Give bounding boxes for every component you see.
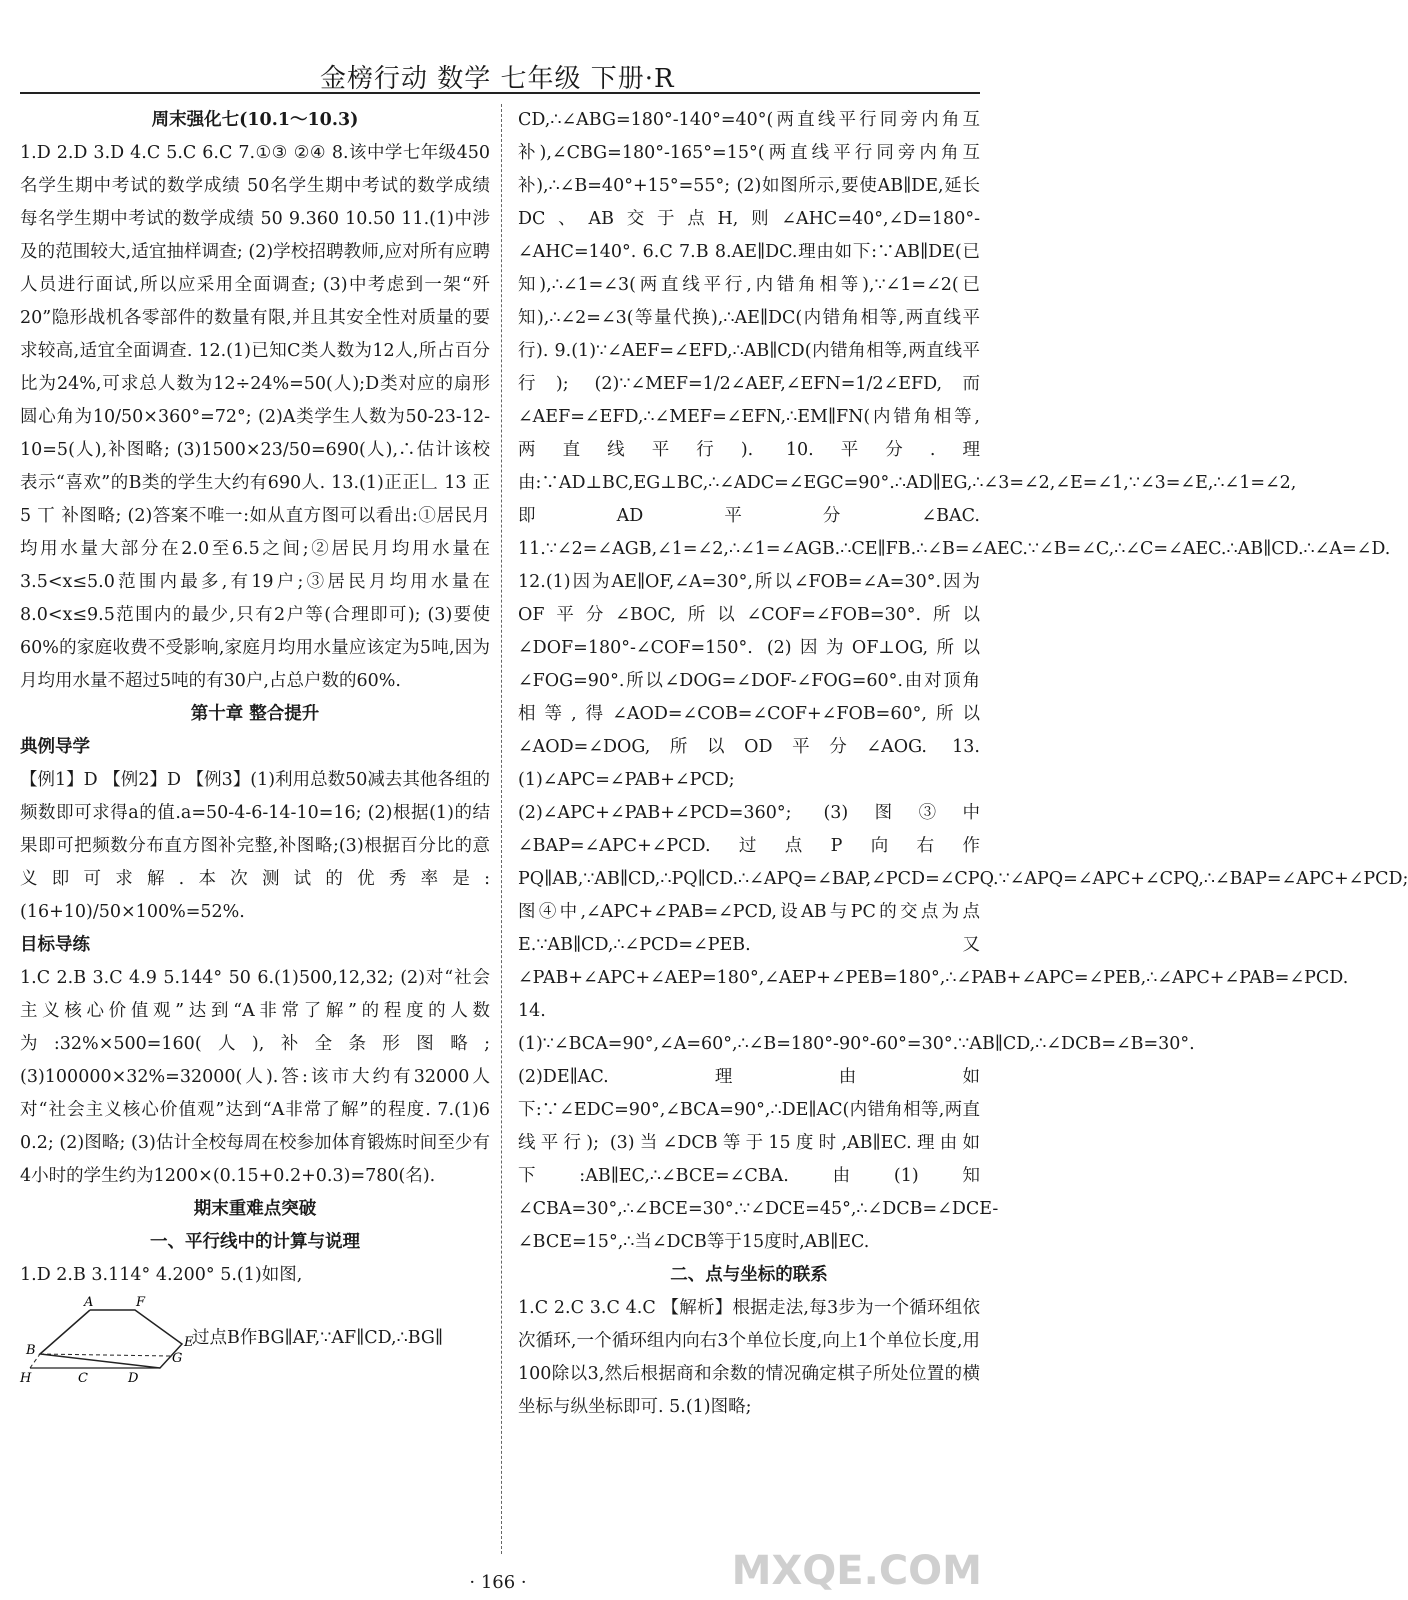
- answers-parallel-cont: 过点B作BG∥AF,∵AF∥CD,∴BG∥: [192, 1328, 443, 1348]
- point-label-e: E: [184, 1335, 194, 1350]
- geometry-figure: [20, 1292, 490, 1387]
- page-number: · 166 ·: [469, 1572, 527, 1593]
- header-rule: [20, 92, 980, 94]
- point-label-h: H: [20, 1371, 32, 1386]
- section-title-chapter10: 第十章 整合提升: [190, 704, 320, 724]
- section-title-coordinates: 二、点与坐标的联系: [670, 1265, 828, 1285]
- answers-parallel-start: 1.D 2.B 3.114° 4.200° 5.(1)如图,: [20, 1265, 303, 1285]
- header-title: 金榜行动 数学 七年级 下册·R: [320, 64, 675, 94]
- section-title-weekend: 周末强化七(10.1～10.3): [151, 110, 359, 130]
- left-column: [20, 104, 490, 1387]
- answers-right-2: 图④中,∠APC+∠PAB=∠PCD,设AB与PC的交点为点E.∵AB∥CD,∴∠PCD=∠PEB.又∠PAB+∠APC+∠AEP=180°,∠AEP+∠PEB=180°,∴∠PAB+∠APC=∠PEB,∴∠APC+∠PAB=∠PCD. 14.(1)∵∠BCA=90°,∠A=60°,∴∠B=180°-90°-60°=30°.∵AB∥CD,∴∠DCB=∠B=30°. (2)DE∥AC.理由如下:∵∠EDC=90°,∠BCA=90°,∴DE∥AC(内错角相等,两直线平行); (3)当∠DCB等于15度时,AB∥EC.理由如下:AB∥EC,∴∠BCE=∠CBA.由(1)知∠CBA=30°,∴∠BCE=30°.∵∠DCE=45°,∴∠DCB=∠DCE-∠BCE=15°,∴当∠DCB等于15度时,AB∥EC.: [518, 902, 1349, 1252]
- subsection-examples: 典例导学: [20, 737, 90, 757]
- column-divider: [501, 104, 502, 1554]
- point-label-f: F: [136, 1295, 146, 1310]
- answers-right-1: CD,∴∠ABG=180°-140°=40°(两直线平行同旁内角互补),∠CBG=180°-165°=15°(两直线平行同旁内角互补),∴∠B=40°+15°=55°; (2)如图所示,要使AB∥DE,延长DC、AB交于点H,则∠AHC=40°,∠D=180°-∠AHC=140°. 6.C 7.B 8.AE∥DC.理由如下:∵AB∥DE(已知),∴∠1=∠3(两直线平行,内错角相等),∵∠1=∠2(已知),∴∠2=∠3(等量代换),∴AE∥DC(内错角相等,两直线平行). 9.(1)∵∠AEF=∠EFD,∴AB∥CD(内错角相等,两直线平行); (2)∵∠MEF=1/2∠AEF,∠EFN=1/2∠EFD,而∠AEF=∠EFD,∴∠MEF=∠EFN,∴EM∥FN(内错角相等,两直线平行). 10.平分.理由:∵AD⊥BC,EG⊥BC,∴∠ADC=∠EGC=90°.∴AD∥EG,∴∠3=∠2,∠E=∠1,∵∠3=∠E,∴∠1=∠2,即AD平分∠BAC. 11.∵∠2=∠AGB,∠1=∠2,∴∠1=∠AGB.∴CE∥FB.∴∠B=∠AEC.∵∠B=∠C,∴∠C=∠AEC.∴AB∥CD.∴∠A=∠D. 12.(1)因为AE∥OF,∠A=30°,所以∠FOB=∠A=30°.因为OF平分∠BOC,所以∠COF=∠FOB=30°.所以∠DOF=180°-∠COF=150°. (2)因为OF⊥OG,所以∠FOG=90°.所以∠DOG=∠DOF-∠FOG=60°.由对顶角相等,得∠AOD=∠COB=∠COF+∠FOB=60°,所以∠AOD=∠DOG,所以OD平分∠AOG. 13.(1)∠APC=∠PAB+∠PCD; (2)∠APC+∠PAB+∠PCD=360°; (3)图③中∠BAP=∠APC+∠PCD.过点P向右作PQ∥AB,∵AB∥CD,∴PQ∥CD.∴∠APQ=∠BAP,∠PCD=∠CPQ.∵∠APQ=∠APC+∠CPQ,∴∠BAP=∠APC+∠PCD;: [518, 110, 1408, 889]
- answers-weekend: 1.D 2.D 3.D 4.C 5.C 6.C 7.①③ ②④ 8.该中学七年级450名学生期中考试的数学成绩 50名学生期中考试的数学成绩 每名学生期中考试的数学成绩 50 9.360 10.50 11.(1)中涉及的范围较大,适宜抽样调查; (2)学校招聘教师,应对所有应聘人员进行面试,所以应采用全面调查; (3)中考虑到一架“歼20”隐形战机各零部件的数量有限,并且其安全性对质量的要求较高,适宜全面调查. 12.(1)已知C类人数为12人,所占百分比为24%,可求总人数为12÷24%=50(人);D类对应的扇形圆心角为10/50×360°=72°; (2)A类学生人数为50-23-12-10=5(人),补图略; (3)1500×23/50=690(人),∴估计该校表示“喜欢”的B类的学生大约有690人. 13.(1)正正𠃊 13 正 5 丅 补图略; (2)答案不唯一:如从直方图可以看出:①居民月均用水量大部分在2.0至6.5之间;②居民月均用水量在3.5<x≤5.0范围内最多,有19户;③居民月均用水量在8.0<x≤9.5范围内的最少,只有2户等(合理即可); (3)要使60%的家庭收费不受影响,家庭月均用水量应该定为5吨,因为月均用水量不超过5吨的有30户,占总户数的60%.: [20, 143, 490, 691]
- answers-examples: 【例1】D 【例2】D 【例3】(1)利用总数50减去其他各组的频数即可求得a的值.a=50-4-6-14-10=16; (2)根据(1)的结果即可把频数分布直方图补完整,补图略;(3)根据百分比的意义即可求解.本次测试的优秀率是:(16+10)/50×100%=52%.: [20, 770, 490, 922]
- subsection-parallel-lines: 一、平行线中的计算与说理: [150, 1232, 360, 1252]
- subsection-practice: 目标导练: [20, 935, 90, 955]
- point-label-c: C: [78, 1371, 88, 1386]
- watermark-logo: MXQE.COM: [731, 1548, 982, 1594]
- page-header: [20, 52, 976, 98]
- answers-right-3: 1.C 2.C 3.C 4.C 【解析】根据走法,每3步为一个循环组依次循环,一个循环组内向右3个单位长度,向上1个单位长度,用100除以3,然后根据商和余数的情况确定棋子所处位置的横坐标与纵坐标即可. 5.(1)图略;: [518, 1298, 980, 1417]
- right-column: [518, 104, 1408, 1424]
- section-title-final: 期末重难点突破: [193, 1199, 317, 1219]
- point-label-b: B: [26, 1343, 36, 1358]
- answers-practice: 1.C 2.B 3.C 4.9 5.144° 50 6.(1)500,12,32; (2)对“社会主义核心价值观”达到“A非常了解”的程度的人数为:32%×500=160(人),补全条形图略; (3)100000×32%=32000(人).答:该市大约有32000人对“社会主义核心价值观”达到“A非常了解”的程度. 7.(1)6 0.2; (2)图略; (3)估计全校每周在校参加体育锻炼时间至少有4小时的学生约为1200×(0.15+0.2+0.3)=780(名).: [20, 968, 490, 1186]
- point-label-d: D: [128, 1371, 139, 1386]
- point-label-a: A: [84, 1295, 94, 1310]
- point-label-g: G: [172, 1351, 183, 1366]
